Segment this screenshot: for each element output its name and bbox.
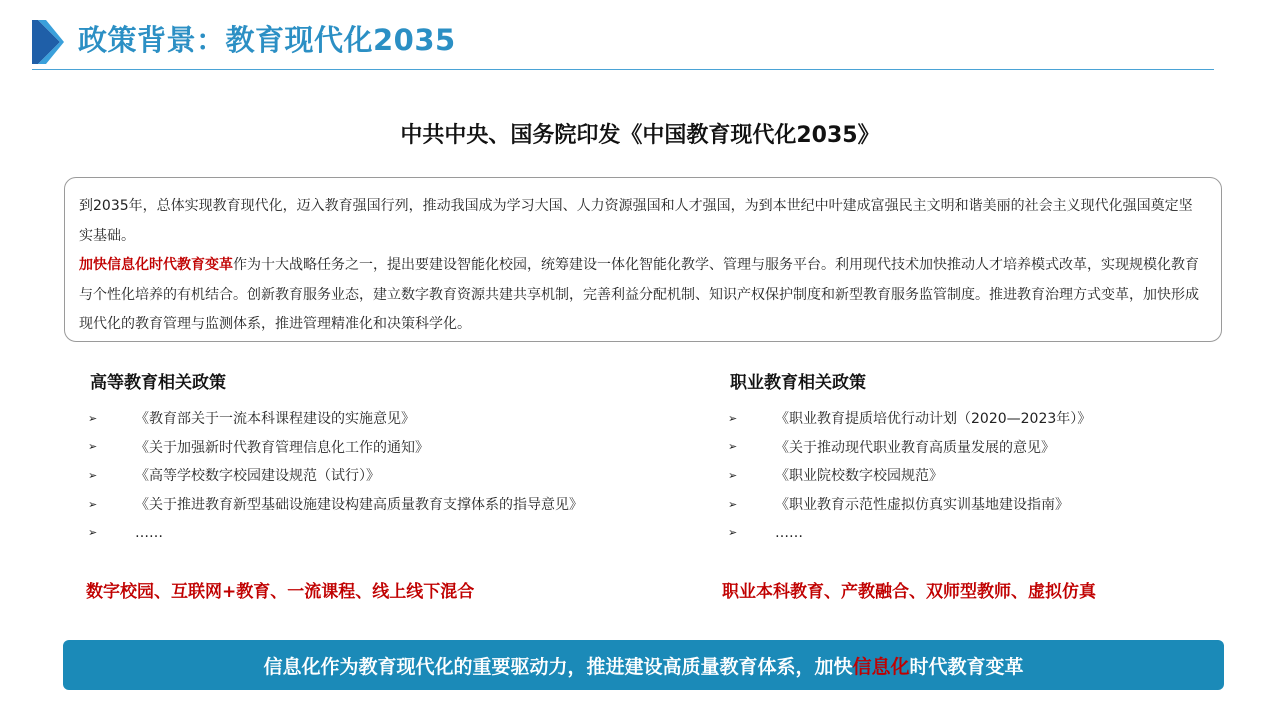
policy-ellipsis: …… <box>135 524 163 541</box>
policy-title: 《职业教育提质培优行动计划（2020—2023年）》 <box>775 411 1092 428</box>
summary-paragraph-2-text: 作为十大战略任务之一，提出要建设智能化校园，统筹建设一体化智能化教学、管理与服务平台。利用现代技术加快推动人才培养模式改革，实现规模化教育与个性化培养的有机结合。创新教育服务业态，建立数字教育资源共建共享机制，完善利益分配机制、知识产权保护制度和新型教育服务监管制度。推进教育治理方式变革，加快形成现代化的教育管理与监测体系，推进管理精准化和决策科学化。 <box>79 257 1199 332</box>
bullet-arrow-icon: ➢ <box>728 468 738 482</box>
bullet-arrow-icon: ➢ <box>728 440 738 454</box>
bullet-arrow-icon: ➢ <box>728 526 738 540</box>
document-title: 中共中央、国务院印发《中国教育现代化2035》 <box>400 123 880 148</box>
bullet-arrow-icon: ➢ <box>728 497 738 511</box>
list-item <box>728 490 1280 519</box>
vocational-education-keywords: 职业本科教育、产教融合、双师型教师、虚拟仿真 <box>722 582 1096 602</box>
summary-paragraph-2 <box>79 251 1205 340</box>
higher-education-heading: 高等教育相关政策 <box>90 373 226 393</box>
list-item <box>88 461 648 490</box>
bullet-arrow-icon: ➢ <box>88 497 98 511</box>
policy-title: 《职业院校数字校园规范》 <box>775 468 943 485</box>
list-item <box>728 518 1280 547</box>
footer-text-after: 时代教育变革 <box>909 655 1024 678</box>
list-item <box>728 404 1280 433</box>
list-item <box>88 518 648 547</box>
bullet-arrow-icon: ➢ <box>88 440 98 454</box>
policy-title: 《关于推动现代职业教育高质量发展的意见》 <box>775 439 1055 456</box>
list-item <box>88 433 648 462</box>
summary-paragraph-1: 到2035年，总体实现教育现代化，迈入教育强国行列，推动我国成为学习大国、人力资源强国和人才强国，为到本世纪中叶建成富强民主文明和谐美丽的社会主义现代化强国奠定坚实基础。 <box>79 198 1193 244</box>
vocational-education-list <box>728 404 1280 547</box>
footer-banner <box>63 640 1224 690</box>
policy-title: 《教育部关于一流本科课程建设的实施意见》 <box>135 411 415 428</box>
list-item <box>88 404 648 433</box>
bullet-arrow-icon: ➢ <box>728 411 738 425</box>
list-item <box>88 490 648 519</box>
vocational-education-heading: 职业教育相关政策 <box>730 373 866 393</box>
bullet-arrow-icon: ➢ <box>88 411 98 425</box>
list-item <box>728 433 1280 462</box>
higher-education-section <box>88 368 648 547</box>
vocational-education-section <box>728 368 1280 547</box>
bullet-arrow-icon: ➢ <box>88 468 98 482</box>
footer-highlight: 信息化 <box>852 655 910 678</box>
summary-highlight: 加快信息化时代教育变革 <box>79 257 233 273</box>
chevron-right-icon <box>32 20 64 64</box>
policy-title: 《高等学校数字校园建设规范（试行）》 <box>135 468 380 485</box>
footer-text-before: 信息化作为教育现代化的重要驱动力，推进建设高质量教育体系，加快 <box>263 655 853 678</box>
header-divider <box>32 69 1214 70</box>
page-title: 政策背景：教育现代化2035 <box>78 23 456 57</box>
higher-education-keywords: 数字校园、互联网+教育、一流课程、线上线下混合 <box>86 582 475 602</box>
policy-title: 《关于推进教育新型基础设施建设构建高质量教育支撑体系的指导意见》 <box>135 497 583 514</box>
summary-box <box>64 177 1222 342</box>
policy-title: 《职业教育示范性虚拟仿真实训基地建设指南》 <box>775 497 1069 514</box>
policy-title: 《关于加强新时代教育管理信息化工作的通知》 <box>135 439 429 456</box>
bullet-arrow-icon: ➢ <box>88 526 98 540</box>
policy-ellipsis: …… <box>775 524 803 541</box>
list-item <box>728 461 1280 490</box>
higher-education-list <box>88 404 648 547</box>
